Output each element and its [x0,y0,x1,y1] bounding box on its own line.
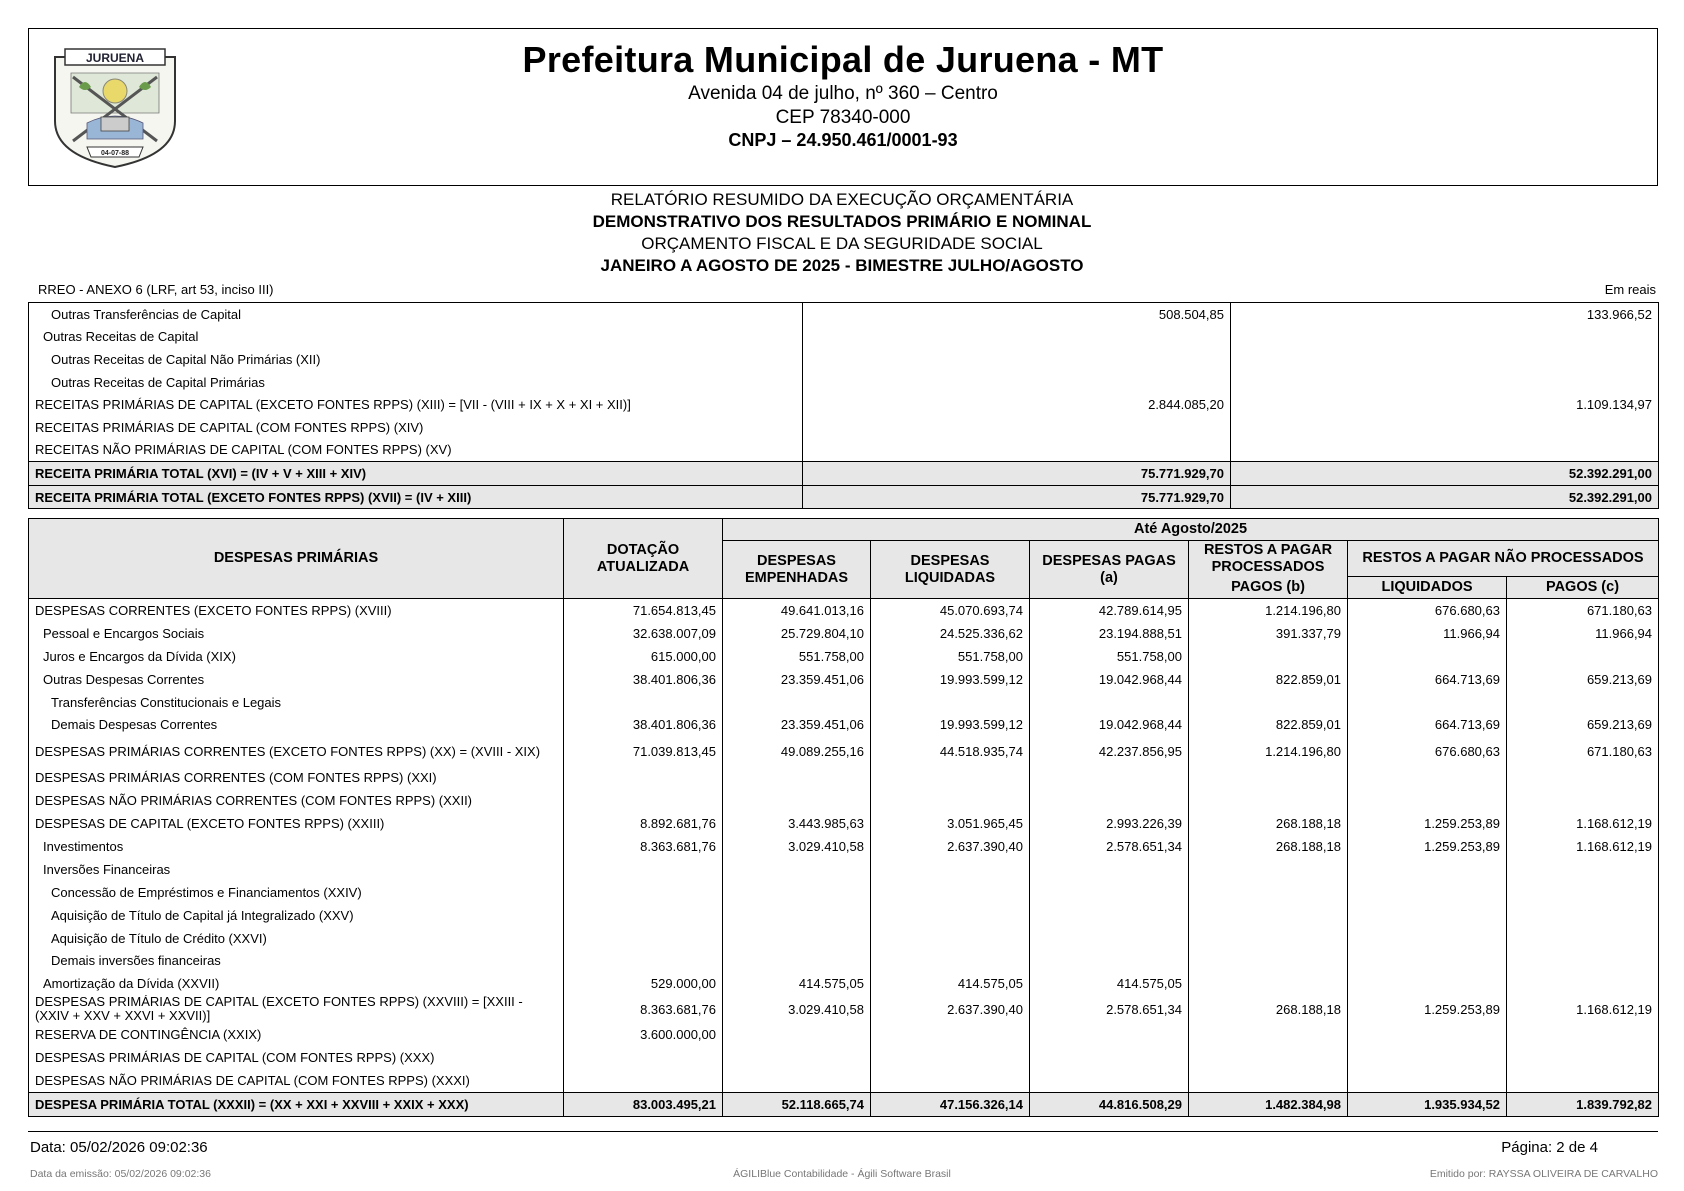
value-cell: 2.578.651,34 [1030,995,1189,1023]
value-cell [871,904,1030,927]
emission-date: Data da emissão: 05/02/2026 09:02:36 [30,1168,211,1180]
value-cell: 822.859,01 [1189,713,1348,736]
value-cell [871,1046,1030,1069]
value-cell: 19.042.968,44 [1030,713,1189,736]
header-liquidados: LIQUIDADOS [1348,577,1507,599]
value-cell [723,949,871,972]
value-cell [871,789,1030,812]
value-cell: 19.993.599,12 [871,668,1030,691]
value-cell [1189,1069,1348,1092]
total-row [29,462,1659,486]
table-row [29,691,1659,714]
value-cell [871,949,1030,972]
value-cell [1030,1069,1189,1092]
report-title-1: RELATÓRIO RESUMIDO DA EXECUÇÃO ORÇAMENTÁRIA [610,190,1074,209]
value-cell [564,1046,723,1069]
value-cell [564,691,723,714]
receitas-table [28,302,1659,509]
svg-text:JURUENA: JURUENA [85,51,145,65]
value-cell: 45.070.693,74 [871,599,1030,622]
table-row [29,766,1659,789]
value-cell: 1.259.253,89 [1348,835,1507,858]
table-row [29,348,1659,371]
table-row [29,371,1659,394]
value-cell: 508.504,85 [803,303,1231,326]
value-cell: 25.729.804,10 [723,622,871,645]
header-rp-pagos-b: PAGOS (b) [1189,577,1348,599]
value-cell: 1.168.612,19 [1507,995,1659,1023]
value-cell: 3.051.965,45 [871,812,1030,835]
value-cell [723,691,871,714]
value-cell: 1.168.612,19 [1507,835,1659,858]
value-cell: 52.392.291,00 [1231,462,1659,486]
page-number: Página: 2 de 4 [1501,1139,1598,1156]
value-cell: 3.029.410,58 [723,995,871,1023]
value-cell [1189,691,1348,714]
address-line: Avenida 04 de julho, nº 360 – Centro [688,83,998,104]
value-cell [1507,1046,1659,1069]
row-label: DESPESA PRIMÁRIA TOTAL (XXXII) = (XX + XXI + XXVIII + XXIX + XXX) [29,1092,564,1116]
table-row [29,645,1659,668]
value-cell [564,858,723,881]
table-row [29,416,1659,439]
value-cell [1189,1023,1348,1046]
value-cell [723,1069,871,1092]
table-row [29,972,1659,995]
value-cell [564,766,723,789]
value-cell [871,766,1030,789]
row-label: Juros e Encargos da Dívida (XIX) [43,648,236,664]
value-cell [1231,416,1659,439]
value-cell [1189,927,1348,950]
value-cell [1189,766,1348,789]
value-cell [564,949,723,972]
value-cell: 414.575,05 [871,972,1030,995]
row-label: Aquisição de Título de Capital já Integralizado (XXV) [51,907,354,923]
total-row [29,1092,1659,1116]
value-cell: 71.039.813,45 [564,736,723,766]
issuer: Emitido por: RAYSSA OLIVEIRA DE CARVALHO [1429,1168,1658,1180]
report-title-4: JANEIRO A AGOSTO DE 2025 - BIMESTRE JULHO/AGOSTO [600,256,1084,275]
header-dotacao: DOTAÇÃO ATUALIZADA [564,519,723,599]
value-cell: 659.213,69 [1507,668,1659,691]
value-cell [871,881,1030,904]
value-cell: 2.637.390,40 [871,835,1030,858]
row-label: RESERVA DE CONTINGÊNCIA (XXIX) [35,1027,262,1043]
value-cell: 1.214.196,80 [1189,736,1348,766]
value-cell [1348,949,1507,972]
row-label: Investimentos [43,838,124,854]
value-cell [1231,326,1659,349]
value-cell [1030,789,1189,812]
value-cell [1348,766,1507,789]
value-cell: 8.892.681,76 [564,812,723,835]
value-cell [1231,439,1659,462]
value-cell [871,1023,1030,1046]
software-credit: ÁGILIBlue Contabilidade - Ágili Software Brasil [733,1168,951,1180]
table-row [29,904,1659,927]
row-label: Outras Transferências de Capital [51,306,242,322]
value-cell: 268.188,18 [1189,812,1348,835]
table-row [29,835,1659,858]
value-cell: 42.237.856,95 [1030,736,1189,766]
row-label: Outras Receitas de Capital Não Primárias (XII) [51,351,321,367]
value-cell [1348,858,1507,881]
total-row [29,485,1659,509]
table-row [29,439,1659,462]
value-cell [564,904,723,927]
value-cell [723,904,871,927]
table-row [29,812,1659,835]
value-cell [1507,949,1659,972]
value-cell: 47.156.326,14 [871,1092,1030,1116]
value-cell [1348,789,1507,812]
header-rp-processados: RESTOS A PAGAR PROCESSADOS [1189,541,1348,577]
value-cell [723,1023,871,1046]
value-cell [871,1069,1030,1092]
value-cell [1189,881,1348,904]
value-cell [1030,1023,1189,1046]
value-cell [1348,1069,1507,1092]
value-cell [723,927,871,950]
value-cell: 49.089.255,16 [723,736,871,766]
table-row [29,326,1659,349]
row-label: RECEITAS NÃO PRIMÁRIAS DE CAPITAL (COM FONTES RPPS) (XV) [35,442,452,458]
value-cell [564,881,723,904]
header-despesas-primarias: DESPESAS PRIMÁRIAS [29,519,564,599]
organization-title: Prefeitura Municipal de Juruena - MT [522,39,1164,80]
value-cell [1030,691,1189,714]
value-cell: 32.638.007,09 [564,622,723,645]
value-cell: 8.363.681,76 [564,995,723,1023]
value-cell [1507,789,1659,812]
row-label: RECEITA PRIMÁRIA TOTAL (XVI) = (IV + V + XIII + XIV) [29,462,803,486]
row-label: DESPESAS PRIMÁRIAS CORRENTES (EXCETO FONTES RPPS) (XX) = (XVIII - XIX) [35,743,541,759]
row-label: Inversões Financeiras [43,861,171,877]
value-cell [1030,766,1189,789]
despesas-body [29,599,1659,1117]
row-label: Demais inversões financeiras [51,953,221,969]
value-cell: 1.168.612,19 [1507,812,1659,835]
value-cell: 11.966,94 [1348,622,1507,645]
value-cell [871,691,1030,714]
value-cell [1189,904,1348,927]
table-row [29,713,1659,736]
value-cell: 75.771.929,70 [803,485,1231,509]
value-cell: 414.575,05 [1030,972,1189,995]
value-cell: 551.758,00 [1030,645,1189,668]
value-cell: 1.214.196,80 [1189,599,1348,622]
value-cell [1507,1023,1659,1046]
value-cell [1507,766,1659,789]
print-date: Data: 05/02/2026 09:02:36 [30,1139,208,1156]
value-cell [1348,972,1507,995]
value-cell: 529.000,00 [564,972,723,995]
table-row [29,393,1659,416]
value-cell [1030,858,1189,881]
value-cell [803,439,1231,462]
annex-reference: RREO - ANEXO 6 (LRF, art 53, inciso III) [38,282,274,297]
value-cell [1189,789,1348,812]
value-cell: 1.259.253,89 [1348,812,1507,835]
header-pagos-c: PAGOS (c) [1507,577,1659,599]
row-label: DESPESAS NÃO PRIMÁRIAS CORRENTES (COM FONTES RPPS) (XXII) [35,793,473,809]
table-row [29,303,1659,326]
row-label: Outras Receitas de Capital Primárias [51,374,265,390]
value-cell [564,789,723,812]
row-label: DESPESAS PRIMÁRIAS CORRENTES (COM FONTES RPPS) (XXI) [35,770,437,786]
table-row [29,995,1659,1023]
value-cell: 3.029.410,58 [723,835,871,858]
row-label: RECEITAS PRIMÁRIAS DE CAPITAL (COM FONTES RPPS) (XIV) [35,419,424,435]
value-cell: 8.363.681,76 [564,835,723,858]
value-cell [1507,881,1659,904]
value-cell [871,858,1030,881]
value-cell [723,1046,871,1069]
row-label: DESPESAS PRIMÁRIAS DE CAPITAL (EXCETO FONTES RPPS) (XXVIII) = [XXIII - (XXIV + XXV + XXVI + XXVII)] [35,995,523,1024]
value-cell [1507,972,1659,995]
report-title-2: DEMONSTRATIVO DOS RESULTADOS PRIMÁRIO E NOMINAL [592,212,1092,231]
value-cell [803,326,1231,349]
value-cell: 1.839.792,82 [1507,1092,1659,1116]
value-cell: 133.966,52 [1231,303,1659,326]
value-cell [1030,927,1189,950]
value-cell: 2.844.085,20 [803,393,1231,416]
value-cell [1507,927,1659,950]
value-cell: 24.525.336,62 [871,622,1030,645]
value-cell [1348,1046,1507,1069]
value-cell: 2.993.226,39 [1030,812,1189,835]
letterhead [28,28,1658,186]
footer-rule [28,1131,1658,1132]
value-cell [564,927,723,950]
value-cell: 1.935.934,52 [1348,1092,1507,1116]
value-cell: 71.654.813,45 [564,599,723,622]
value-cell: 1.259.253,89 [1348,995,1507,1023]
value-cell: 551.758,00 [871,645,1030,668]
row-label: Pessoal e Encargos Sociais [43,625,205,641]
value-cell: 551.758,00 [723,645,871,668]
value-cell [1348,645,1507,668]
value-cell: 671.180,63 [1507,736,1659,766]
value-cell [1231,371,1659,394]
despesas-table [28,518,1659,1117]
report-title-3: ORÇAMENTO FISCAL E DA SEGURIDADE SOCIAL [641,234,1043,253]
row-label: DESPESAS NÃO PRIMÁRIAS DE CAPITAL (COM FONTES RPPS) (XXXI) [35,1072,470,1088]
svg-text:04-07-88: 04-07-88 [100,150,130,157]
row-label: RECEITA PRIMÁRIA TOTAL (EXCETO FONTES RPPS) (XVII) = (IV + XIII) [29,485,803,509]
value-cell [1030,1046,1189,1069]
cnpj-line: CNPJ – 24.950.461/0001-93 [728,130,958,150]
value-cell: 49.641.013,16 [723,599,871,622]
value-cell: 3.443.985,63 [723,812,871,835]
value-cell [723,858,871,881]
value-cell [723,881,871,904]
value-cell: 659.213,69 [1507,713,1659,736]
value-cell: 676.680,63 [1348,736,1507,766]
header-rp-nao-processados: RESTOS A PAGAR NÃO PROCESSADOS [1348,541,1659,577]
value-cell [803,416,1231,439]
value-cell [1189,645,1348,668]
value-cell [1507,645,1659,668]
value-cell [1507,691,1659,714]
table-row [29,858,1659,881]
row-label: DESPESAS CORRENTES (EXCETO FONTES RPPS) (XVIII) [35,602,392,618]
row-label: DESPESAS PRIMÁRIAS DE CAPITAL (COM FONTES RPPS) (XXX) [35,1050,435,1066]
value-cell: 38.401.806,36 [564,668,723,691]
value-cell: 44.518.935,74 [871,736,1030,766]
value-cell: 268.188,18 [1189,995,1348,1023]
value-cell [803,348,1231,371]
value-cell [1348,691,1507,714]
value-cell [1507,1069,1659,1092]
value-cell [723,766,871,789]
value-cell [723,789,871,812]
table-row [29,1046,1659,1069]
value-cell [1189,858,1348,881]
row-label: Aquisição de Título de Crédito (XXVI) [51,930,267,946]
value-cell: 2.578.651,34 [1030,835,1189,858]
value-cell: 19.042.968,44 [1030,668,1189,691]
value-cell: 23.194.888,51 [1030,622,1189,645]
table-row [29,736,1659,766]
row-label: Amortização da Dívida (XXVII) [43,976,220,992]
row-label: Demais Despesas Correntes [51,717,218,733]
header-liquidadas: DESPESAS LIQUIDADAS [871,541,1030,599]
value-cell [1189,949,1348,972]
value-cell [1030,904,1189,927]
value-cell: 83.003.495,21 [564,1092,723,1116]
value-cell: 75.771.929,70 [803,462,1231,486]
value-cell [1348,927,1507,950]
row-label: RECEITAS PRIMÁRIAS DE CAPITAL (EXCETO FONTES RPPS) (XIII) = [VII - (VIII + IX + X + XI + XII)] [35,397,631,413]
row-label: DESPESAS DE CAPITAL (EXCETO FONTES RPPS) (XXIII) [35,816,385,832]
value-cell [1348,1023,1507,1046]
value-cell [1030,881,1189,904]
value-cell [1189,972,1348,995]
value-cell [871,927,1030,950]
table-row [29,622,1659,645]
table-row [29,949,1659,972]
table-row [29,1023,1659,1046]
value-cell: 268.188,18 [1189,835,1348,858]
value-cell [1189,1046,1348,1069]
value-cell: 664.713,69 [1348,713,1507,736]
value-cell: 52.118.665,74 [723,1092,871,1116]
row-label: Transferências Constitucionais e Legais [51,694,282,710]
value-cell: 1.109.134,97 [1231,393,1659,416]
header-period: Até Agosto/2025 [723,519,1659,541]
value-cell: 42.789.614,95 [1030,599,1189,622]
cep-line: CEP 78340-000 [775,107,911,128]
value-cell: 38.401.806,36 [564,713,723,736]
value-cell: 23.359.451,06 [723,668,871,691]
table-row [29,927,1659,950]
value-cell: 11.966,94 [1507,622,1659,645]
row-label: Concessão de Empréstimos e Financiamentos (XXIV) [51,884,362,900]
table-row [29,789,1659,812]
value-cell [1030,949,1189,972]
value-cell: 391.337,79 [1189,622,1348,645]
value-cell: 1.482.384,98 [1189,1092,1348,1116]
value-cell: 3.600.000,00 [564,1023,723,1046]
value-cell: 19.993.599,12 [871,713,1030,736]
value-cell [803,371,1231,394]
value-cell: 2.637.390,40 [871,995,1030,1023]
value-cell [1348,881,1507,904]
value-cell [1348,904,1507,927]
row-label: Outras Receitas de Capital [43,329,199,345]
table-row [29,1069,1659,1092]
value-cell: 23.359.451,06 [723,713,871,736]
unit-label: Em reais [1604,282,1656,297]
value-cell: 671.180,63 [1507,599,1659,622]
table-row [29,668,1659,691]
value-cell: 414.575,05 [723,972,871,995]
value-cell: 822.859,01 [1189,668,1348,691]
value-cell: 676.680,63 [1348,599,1507,622]
value-cell [1231,348,1659,371]
value-cell [564,1069,723,1092]
value-cell: 44.816.508,29 [1030,1092,1189,1116]
value-cell: 615.000,00 [564,645,723,668]
table-row [29,881,1659,904]
table-row [29,599,1659,622]
header-empenhadas: DESPESAS EMPENHADAS [723,541,871,599]
value-cell: 664.713,69 [1348,668,1507,691]
row-label: Outras Despesas Correntes [43,671,205,687]
value-cell: 52.392.291,00 [1231,485,1659,509]
value-cell [1507,858,1659,881]
header-pagas: DESPESAS PAGAS (a) [1030,541,1189,599]
value-cell [1507,904,1659,927]
